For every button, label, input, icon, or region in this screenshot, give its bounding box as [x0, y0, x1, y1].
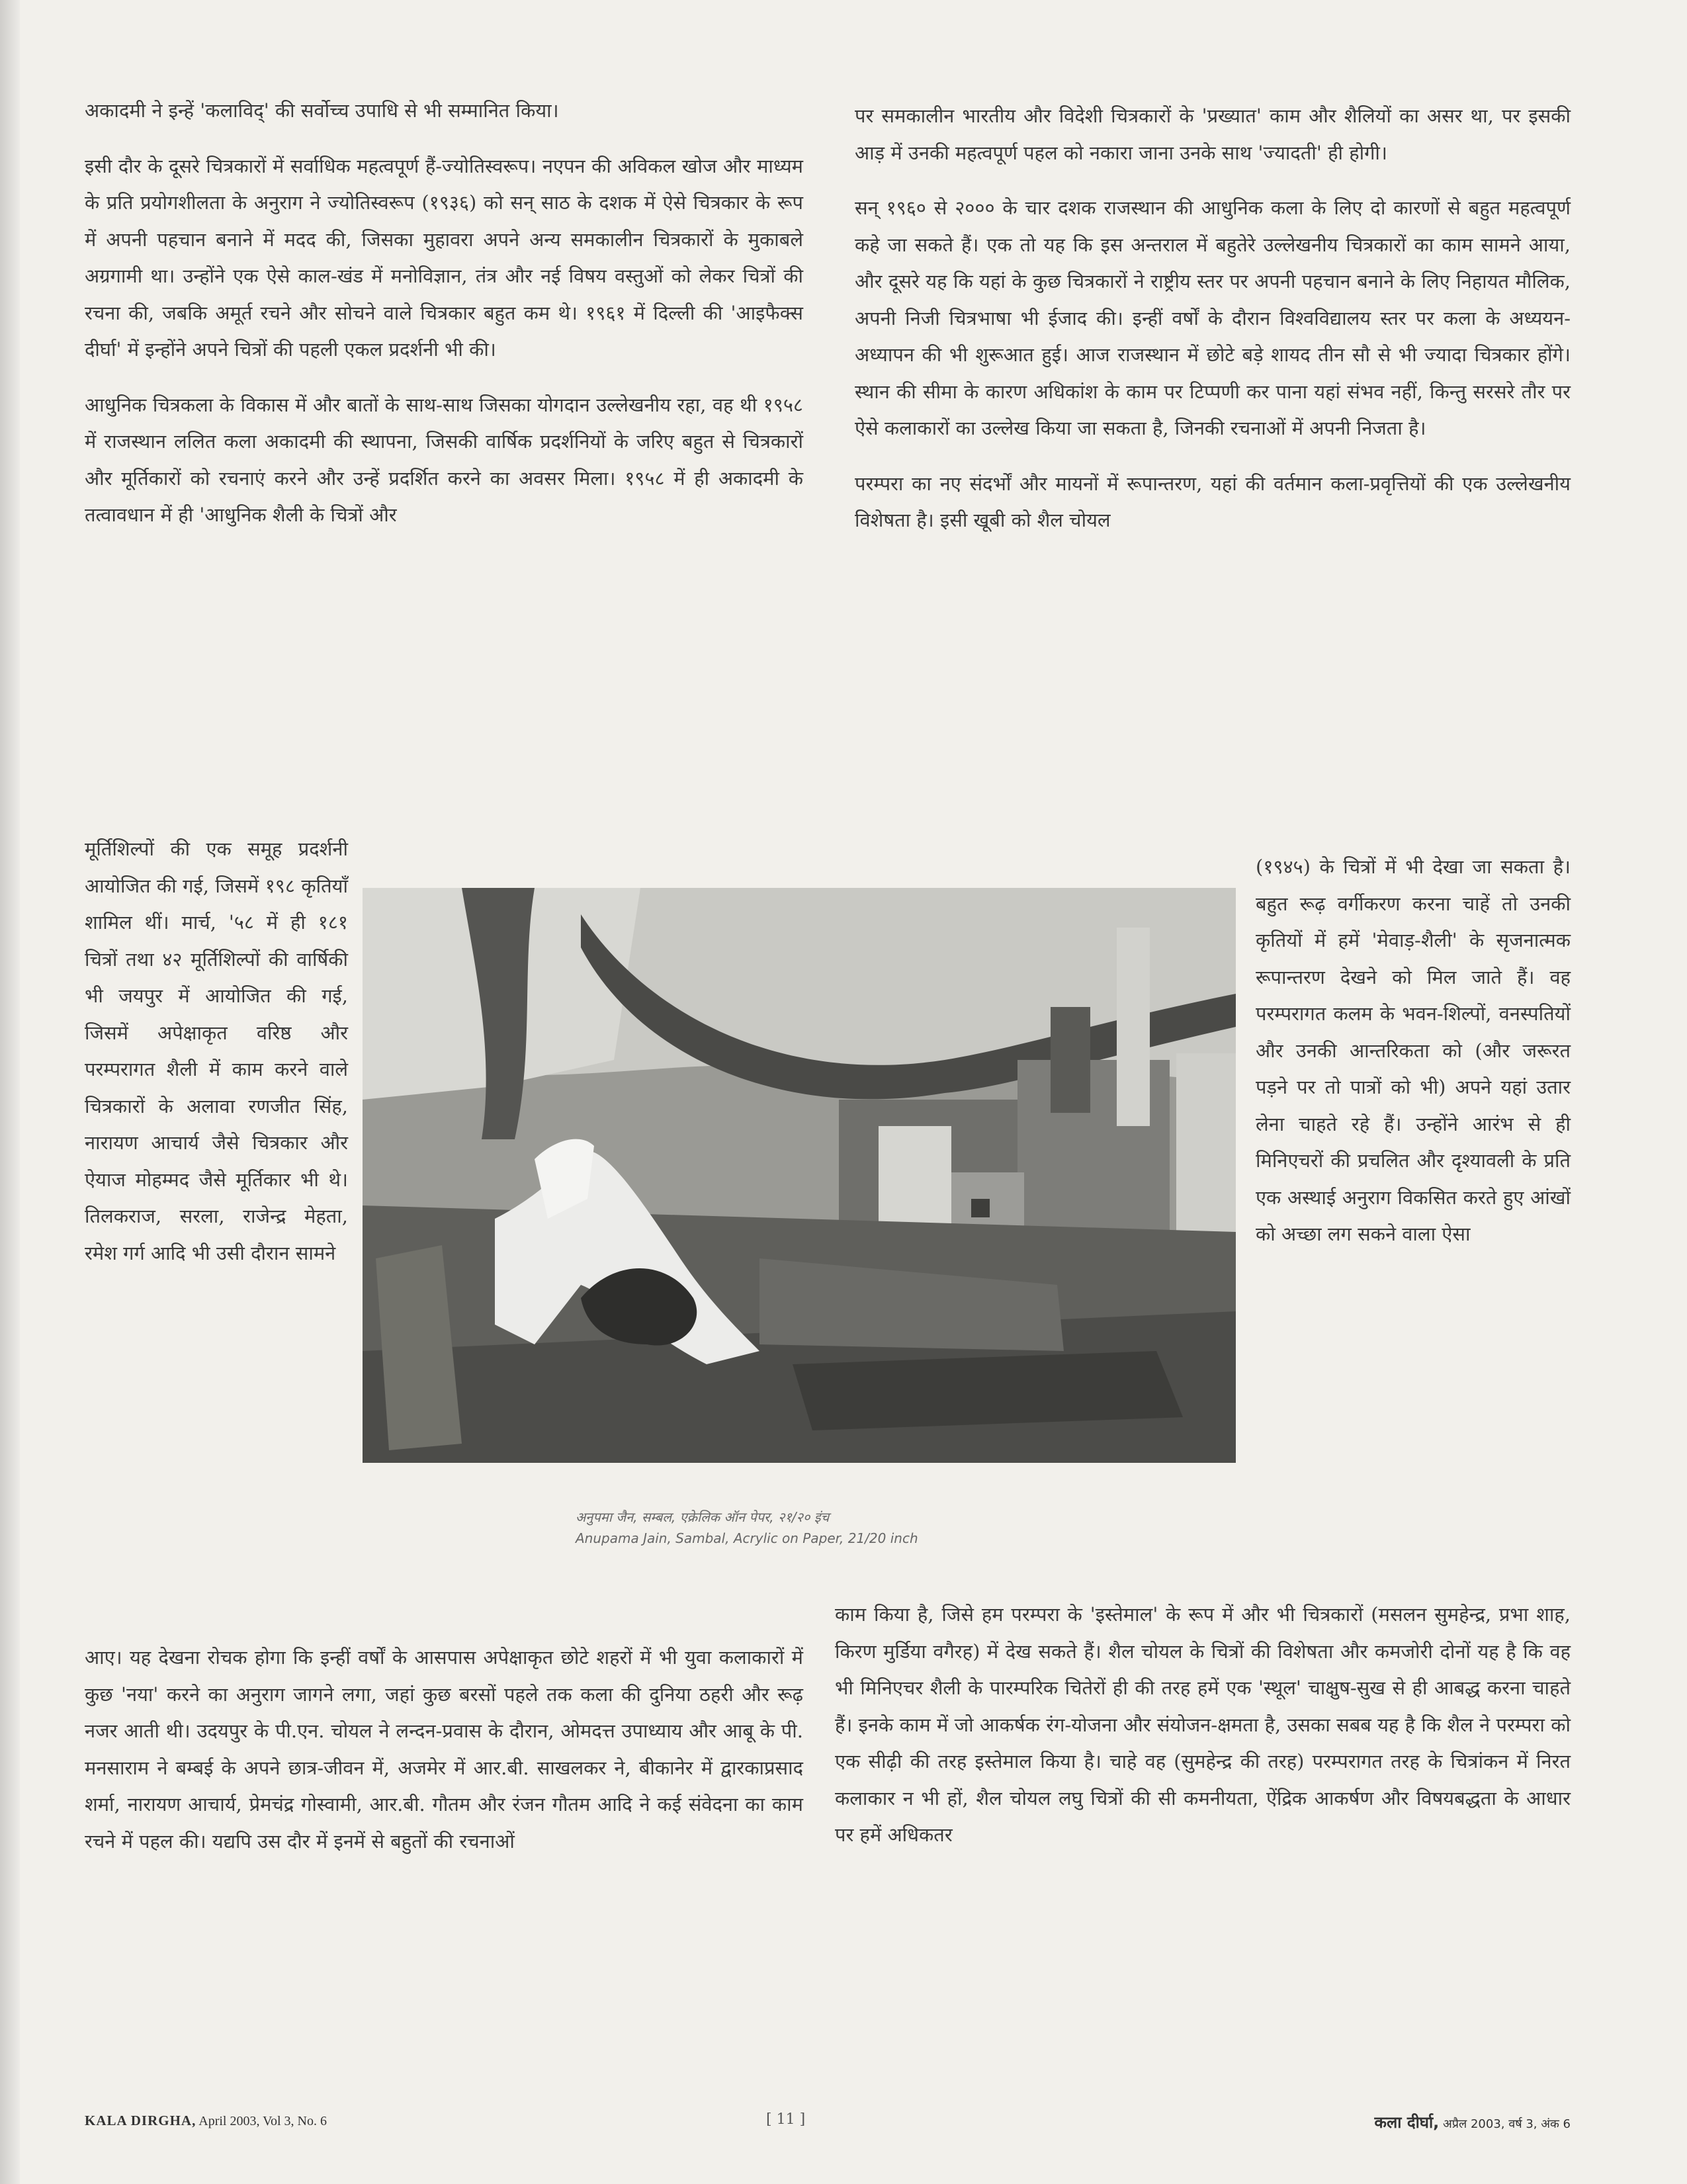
caption-hindi: अनुपमा जैन, सम्बल, एक्रेलिक ऑन पेपर, २१/२० इंच — [576, 1509, 830, 1525]
left-column-bottom — [85, 1639, 803, 1878]
issue-info-english: April 2003, Vol 3, No. 6 — [198, 2114, 327, 2128]
artwork-image — [363, 888, 1236, 1463]
right-column-bottom — [835, 1596, 1571, 1872]
paragraph: पर समकालीन भारतीय और विदेशी चित्रकारों के 'प्रख्यात' काम और शैलियों का असर था, पर इसकी आड़ में उनकी महत्वपूर्ण पहल को नकारा जाना उनके साथ 'ज्यादती' ही होगी। — [855, 105, 1571, 164]
left-column-wrap — [85, 831, 348, 1290]
figure-caption — [576, 1507, 1118, 1549]
right-column-wrap — [1256, 849, 1571, 1272]
paragraph: इसी दौर के दूसरे चित्रकारों में सर्वाधिक महत्वपूर्ण हैं-ज्योतिस्वरूप। नएपन की अविकल खोज और माध्यम के प्रति प्रयोगशीलता के अनुराग ने ज्योतिस्वरूप (१९३६) को सन् साठ के दशक में ऐसे चित्रकार के रूप में अपनी पहचान बनाने में मदद की, जिसका मुहावरा अपने अन्य समकालीन चित्रकारों के मुकाबले अग्रगामी था। उन्होंने एक ऐसे काल-खंड में मनोविज्ञान, तंत्र और नई विषय वस्तुओं को लेकर चित्रों की रचना की, जबकि अमूर्त रचने और सोचने वाले चित्रकार बहुत कम थे। १९६१ में दिल्ली की 'आइफैक्स दीर्घा' में इन्होंने अपने चित्रों की पहली एकल प्रदर्शनी भी की। — [85, 154, 803, 361]
paragraph: काम किया है, जिसे हम परम्परा के 'इस्तेमाल' के रूप में और भी चित्रकारों (मसलन सुमहेन्द्र, प्रभा शाह, किरण मुर्डिया वगैरह) में देख सकते हैं। शैल चोयल के चित्रों की विशेषता और कमजोरी दोनों यह है कि वह भी मिनिएचर शैली के पारम्परिक चितेरों ही की तरह हमें एक 'स्थूल' चाक्षुष-सुख से ही आबद्ध करना चाहते हैं। इनके काम में जो आकर्षक रंग-योजना और संयोजन-क्षमता है, उसका सबब यह है कि शैल ने परम्परा को एक सीढ़ी की तरह इस्तेमाल किया है। चाहे वह (सुमहेन्द्र की तरह) परम्परागत तरह के चित्रांकन में निरत कलाकार न भी हों, शैल चोयल लघु चित्रों की सी कमनीयता, ऐंद्रिक आकर्षण और विषयबद्धता के आधार पर हमें अधिकतर — [835, 1603, 1571, 1846]
magazine-title-hindi: कला दीर्घा, — [1374, 2113, 1440, 2132]
paragraph: अकादमी ने इन्हें 'कलाविद्' की सर्वोच्च उपाधि से भी सम्मानित किया। — [85, 99, 559, 122]
right-column-top — [855, 98, 1571, 558]
paragraph: आधुनिक चित्रकला के विकास में और बातों के साथ-साथ जिसका योगदान उल्लेखनीय रहा, वह थी १९५८ में राजस्थान ललित कला अकादमी की स्थापना, जिसकी वार्षिक प्रदर्शनियों के जरिए बहुत से चित्रकारों और मूर्तिकारों को रचनाएं करने और उन्हें प्रदर्शित करने का अवसर मिला। १९५८ में ही अकादमी के तत्वावधान में ही 'आधुनिक शैली के चित्रों और — [85, 393, 803, 526]
paragraph: सन् १९६० से २००० के चार दशक राजस्थान की आधुनिक कला के लिए दो कारणों से बहुत महत्वपूर्ण कहे जा सकते हैं। एक तो यह कि इस अन्तराल में बहुतेरे उल्लेखनीय चित्रकारों का काम सामने आया, और दूसरे यह कि यहां के कुछ चित्रकारों ने राष्ट्रीय स्तर पर अपनी पहचान बनाने के लिए निहायत मौलिक, अपनी निजी चित्रभाषा भी ईजाद की। इन्हीं वर्षों के दौरान विश्वविद्यालय स्तर पर कला के अध्ययन-अध्यापन की भी शुरूआत हुई। आज राजस्थान में छोटे बड़े शायद तीन सौ से भी ज्यादा चित्रकार होंगे। स्थान की सीमा के कारण अधिकांश के काम पर टिप्पणी कर पाना यहां संभव नहीं, किन्तु सरसरे तौर पर ऐसे कलाकारों का उल्लेख किया जा सकता है, जिनकी रचनाओं में अपनी निजता है। — [855, 197, 1571, 439]
paragraph: परम्परा का नए संदर्भों और मायनों में रूपान्तरण, यहां की वर्तमान कला-प्रवृत्तियों की एक उल्लेखनीय विशेषता है। इसी खूबी को शैल चोयल — [855, 472, 1571, 531]
paragraph: (१९४५) के चित्रों में भी देखा जा सकता है। बहुत रूढ़ वर्गीकरण करना चाहें तो उनकी कृतियों में हमें 'मेवाड़-शैली' के सृजनात्मक रूपान्तरण देखने को मिल जाते हैं। वह परम्परागत कलम के भवन-शिल्पों, वनस्पतियों और उनकी आन्तरिकता को (और जरूरत पड़ने पर तो पात्रों को भी) अपने यहां उतार लेना चाहते रहे हैं। उन्होंने आरंभ से ही मिनिएचरों की प्रचलित और दृश्यावली के प्रति एक अस्थाई अनुराग विकसित करते हुए आंखों को अच्छा लग सकने वाला ऐसा — [1256, 855, 1571, 1245]
paragraph: आए। यह देखना रोचक होगा कि इन्हीं वर्षों के आसपास अपेक्षाकृत छोटे शहरों में भी युवा कलाकारों में कुछ 'नया' करने का अनुराग जागने लगा, जहां कुछ बरसों पहले तक कला की दुनिया ठहरी और रूढ़ नजर आती थी। उदयपुर के पी.एन. चोयल ने लन्दन-प्रवास के दौरान, ओमदत्त उपाध्याय और आबू के पी. मनसाराम ने बम्बई के अपने छात्र-जीवन में, अजमेर में आर.बी. साखलकर ने, बीकानेर में द्वारकाप्रसाद शर्मा, नारायण आचार्य, प्रेमचंद्र गोस्वामी, आर.बी. गौतम और रंजन गौतम आदि ने कई संवेदना का काम रचने में पहल की। यद्यपि उस दौर में इनमें से बहुतों की रचनाओं — [85, 1646, 803, 1853]
artwork-painting — [363, 888, 1236, 1463]
issue-info-hindi: अप्रैल 2003, वर्ष 3, अंक 6 — [1443, 2117, 1571, 2131]
left-column-top — [85, 93, 803, 552]
magazine-title-english: KALA DIRGHA, — [85, 2113, 196, 2128]
footer-right — [1375, 2111, 1571, 2133]
footer-left — [85, 2113, 327, 2129]
caption-english: Anupama Jain, Sambal, Acrylic on Paper, 21/20 inch — [576, 1530, 918, 1546]
page-footer — [85, 2107, 1571, 2134]
paragraph: मूर्तिशिल्पों की एक समूह प्रदर्शनी आयोजित की गई, जिसमें १९८ कृतियाँ शामिल थीं। मार्च, '५८ में ही १८१ चित्रों तथा ४२ मूर्तिशिल्पों की वार्षिकी भी जयपुर में आयोजित की गई, जिसमें अपेक्षाकृत वरिष्ठ और परम्परागत शैली में काम करने वाले चित्रकारों के अलावा रणजीत सिंह, नारायण आचार्य जैसे चित्रकार और ऐयाज मोहम्मद जैसे मूर्तिकार भी थे। तिलकराज, सरला, राजेन्द्र मेहता, रमेश गर्ग आदि भी उसी दौरान सामने — [85, 838, 348, 1264]
page-number: [ 11 ] — [766, 2111, 806, 2128]
page-edge-shadow — [0, 0, 20, 2184]
